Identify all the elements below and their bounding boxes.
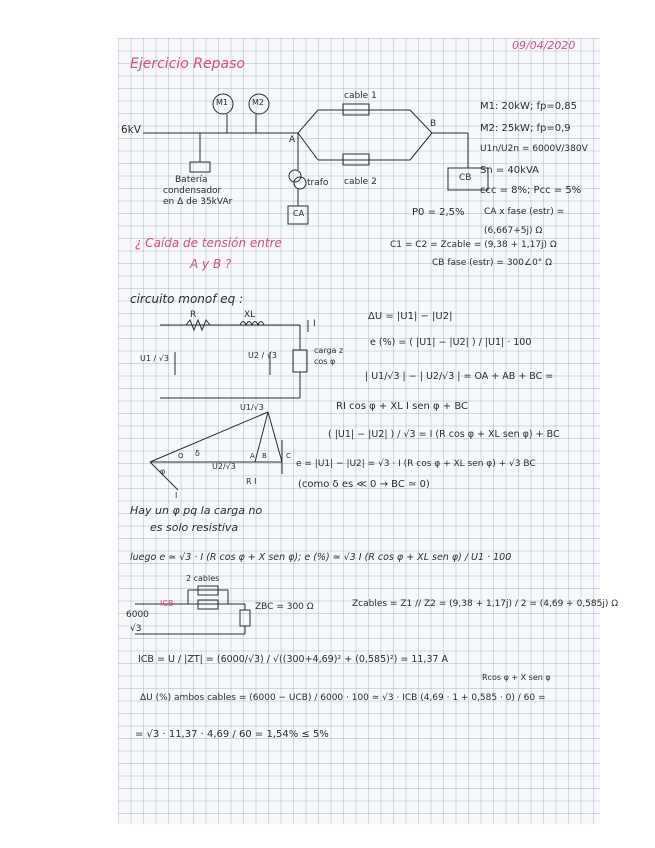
source-label: 6kV [121, 124, 141, 136]
note-line-2: es solo resistiva [150, 521, 239, 534]
eq-luego: luego e ≃ √3 · I (R cos φ + X sen φ); e (%) ≃ √3 I (R cos φ + XL sen φ) / U1 · 100 [130, 552, 512, 563]
u1-label: U1 / √3 [140, 354, 169, 363]
data-m1: M1: 20kW; fp=0,85 [480, 101, 578, 112]
phasor-delta-label: δ [195, 449, 200, 458]
eq-fraction: ( |U1| − |U2| ) / √3 = I (R cos φ + XL sen φ) + BC [328, 429, 560, 440]
phasor-diagram [150, 412, 282, 490]
load-ca-label: CA [293, 209, 305, 218]
trafo-label: trafo [307, 178, 329, 188]
zbc-label: ZBC = 300 Ω [255, 602, 314, 612]
battery-label-2: condensador [163, 186, 222, 196]
phasor-i-label: I [175, 491, 178, 500]
node-a-label: A [289, 135, 296, 145]
eq-delta-u: ΔU = |U1| − |U2| [368, 311, 453, 322]
two-cables-label: 2 cables [186, 574, 220, 583]
current-label: I [313, 319, 316, 329]
delta-u-percent-calculation: ΔU (%) ambos cables = (6000 − UCB) / 6000 · 100 ≃ √3 · ICB (4,69 · 1 + 0,585 · 0) / 60 = [140, 693, 546, 703]
phasor-u2-label: U2/√3 [212, 462, 236, 471]
battery-label-1: Batería [175, 175, 208, 185]
load-label-1: carga z [314, 346, 344, 355]
phasor-c-label: C [286, 452, 291, 460]
date-label: 09/04/2020 [512, 39, 576, 52]
battery-label-3: en Δ de 35kVAr [163, 197, 233, 207]
zcables-label: Zcables = Z1 // Z2 = (9,38 + 1,17j) / 2 = (4,69 + 0,585j) Ω [352, 599, 619, 609]
eq-e-definition: e = |U1| − |U2| = √3 · I (R cos φ + XL sen φ) + √3 BC [296, 459, 536, 469]
icb-label: ICB [160, 599, 174, 608]
phasor-ri-label: R I [246, 477, 257, 486]
rcos-hint: Rcos φ + X sen φ [482, 673, 551, 682]
load-label-2: cos φ [314, 357, 336, 366]
data-m2: M2: 25kW; fp=0,9 [480, 123, 571, 134]
meter-m1-label: M1 [216, 98, 228, 107]
single-phase-equivalent-circuit [160, 320, 308, 398]
circuit-title: circuito monof eq : [130, 292, 244, 306]
source-num-label: 6000 [126, 610, 149, 620]
eq-abs: | U1/√3 | − | U2/√3 | = OA + AB + BC = [365, 371, 554, 382]
source-den-label: √3 [130, 624, 142, 634]
meter-m2-label: M2 [252, 98, 264, 107]
question-line-1: ¿ Caída de tensión entre [135, 236, 282, 250]
node-b-label: B [430, 119, 437, 129]
data-cable-impedance: C1 = C2 = Zcable = (9,38 + 1,17j) Ω [390, 240, 557, 250]
data-cb: CB fase (estr) = 300∠0° Ω [432, 258, 553, 268]
cable1-label: cable 1 [344, 91, 377, 101]
data-voltage-ratio: U1n/U2n = 6000V/380V [480, 144, 588, 154]
load-cb-label: CB [459, 173, 472, 183]
data-p0: P0 = 2,5% [412, 207, 465, 218]
data-ca-value: (6,667+5j) Ω [484, 226, 543, 236]
eq-ri: RI cos φ + XL I sen φ + BC [336, 401, 469, 412]
cable2-label: cable 2 [344, 177, 377, 187]
data-ca: CA x fase (estr) = [484, 207, 565, 217]
eq-como: (como δ es ≪ 0 → BC ≃ 0) [298, 479, 430, 490]
u2-label: U2 / √3 [248, 351, 277, 360]
phasor-phi-label: φ [160, 467, 166, 476]
phasor-u1-label: U1/√3 [240, 403, 264, 412]
note-line-1: Hay un φ pq la carga no [130, 504, 263, 517]
data-ecc: εcc = 8%; Pcc = 5% [480, 185, 582, 196]
cables-circuit [135, 586, 250, 634]
eq-e-percent: e (%) = ( |U1| − |U2| ) / |U1| · 100 [370, 337, 532, 348]
phasor-o-label: O [178, 452, 184, 460]
phasor-b-label: B [262, 452, 267, 460]
final-result: = √3 · 11,37 · 4,69 / 60 = 1,54% ≤ 5% [135, 729, 329, 740]
page-title: Ejercicio Repaso [130, 56, 245, 72]
resistance-label: R [190, 310, 197, 320]
data-sn: Sn = 40kVA [480, 165, 539, 176]
phasor-a-label: A [250, 452, 255, 460]
reactance-label: XL [244, 310, 256, 320]
question-line-2: A y B ? [190, 257, 232, 271]
icb-calculation: ICB = U / |ZT| = (6000/√3) / √((300+4,69)² + (0,585)²) = 11,37 A [138, 654, 449, 665]
